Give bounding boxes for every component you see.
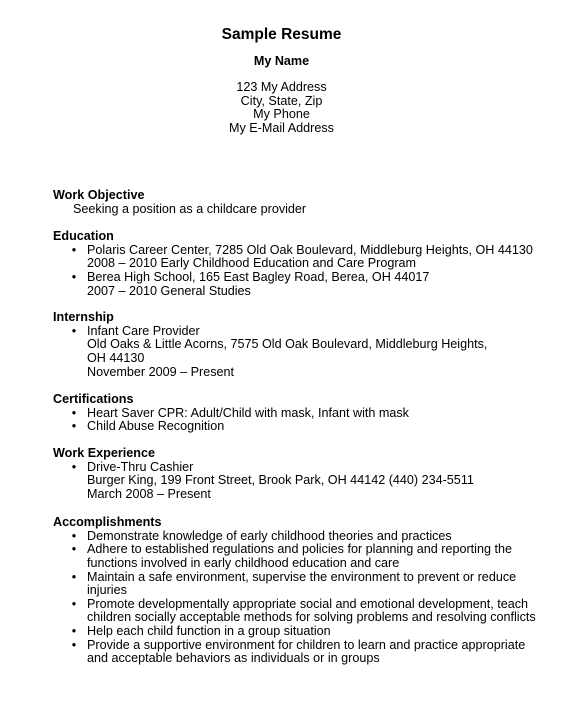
section-heading: Work Experience (53, 446, 155, 460)
internship-dates: November 2009 – Present (87, 364, 235, 379)
section-certifications (53, 393, 533, 434)
objective-text: Seeking a position as a childcare provider (73, 201, 307, 216)
bullet-icon: • (71, 637, 77, 652)
list-item (53, 271, 533, 298)
education-program: 2007 – 2010 General Studies (87, 283, 251, 298)
bullet-icon: • (71, 596, 77, 611)
internship-state: OH 44130 (87, 350, 145, 365)
accomplishment-text-cont: functions involved in early childhood education and care (87, 555, 400, 570)
internship-role: Infant Care Provider (87, 323, 200, 338)
accomplishment-text: Provide a supportive environment for children to learn and practice appropriate (87, 637, 526, 652)
accomplishment-text: Adhere to established regulations and policies for planning and reporting the (87, 542, 512, 557)
bullet-icon: • (71, 323, 77, 338)
experience-dates: March 2008 – Present (87, 486, 211, 501)
bullet-icon: • (71, 623, 77, 638)
bullet-icon: • (71, 528, 77, 543)
internship-employer: Old Oaks & Little Acorns, 7575 Old Oak Boulevard, Middleburg Heights, (87, 337, 488, 352)
section-heading: Internship (53, 310, 114, 324)
section-internship (53, 311, 533, 379)
applicant-name: My Name (253, 54, 310, 68)
list-item (53, 639, 533, 666)
accomplishment-text-cont: and acceptable behaviors as individuals or in groups (87, 651, 380, 666)
section-heading: Work Objective (53, 188, 145, 202)
section-work-experience (53, 447, 533, 502)
contact-block (0, 81, 563, 135)
contact-address: 123 My Address (236, 80, 327, 94)
accomplishment-text: Demonstrate knowledge of early childhood theories and practices (87, 528, 452, 543)
list-item (53, 530, 533, 544)
list-item (53, 325, 533, 379)
section-heading: Certifications (53, 392, 134, 406)
accomplishment-text-cont: injuries (87, 583, 127, 598)
education-program: 2008 – 2010 Early Childhood Education and Care Program (87, 256, 417, 271)
education-school: Berea High School, 165 East Bagley Road, Berea, OH 44017 (87, 269, 430, 284)
list-item (53, 596, 536, 625)
section-accomplishments (53, 515, 536, 666)
section-work-objective (53, 189, 533, 216)
accomplishment-text: Help each child function in a group situation (87, 623, 331, 638)
bullet-icon: • (71, 419, 77, 434)
list-item (53, 571, 533, 598)
list-item (53, 407, 533, 421)
accomplishment-text: Maintain a safe environment, supervise the environment to prevent or reduce (87, 569, 517, 584)
accomplishment-text: Promote developmentally appropriate social and emotional development, teach (87, 596, 529, 611)
bullet-icon: • (71, 242, 77, 257)
bullet-icon: • (71, 405, 77, 420)
section-heading: Education (53, 229, 114, 243)
certification-text: Child Abuse Recognition (87, 419, 225, 434)
list-item (53, 461, 533, 502)
document-title: Sample Resume (221, 26, 342, 43)
contact-phone: My Phone (253, 107, 310, 122)
list-item (53, 625, 533, 639)
bullet-icon: • (71, 542, 77, 557)
section-education (53, 230, 533, 298)
experience-role: Drive-Thru Cashier (87, 459, 194, 474)
certification-text: Heart Saver CPR: Adult/Child with mask, Infant with mask (87, 405, 409, 420)
bullet-icon: • (71, 269, 77, 284)
contact-city: City, State, Zip (240, 93, 323, 108)
experience-employer: Burger King, 199 Front Street, Brook Park, OH 44142 (440) 234-5511 (87, 473, 474, 488)
bullet-icon: • (71, 459, 77, 474)
contact-email: My E-Mail Address (229, 120, 334, 135)
list-item (53, 420, 533, 434)
list-item (53, 244, 533, 271)
education-school: Polaris Career Center, 7285 Old Oak Boulevard, Middleburg Heights, OH 44130 (87, 242, 533, 257)
accomplishment-text-cont: children socially acceptable methods for solving problems and resolving conflicts (87, 610, 536, 625)
section-heading: Accomplishments (53, 515, 162, 529)
list-item (53, 543, 533, 570)
bullet-icon: • (71, 569, 77, 584)
